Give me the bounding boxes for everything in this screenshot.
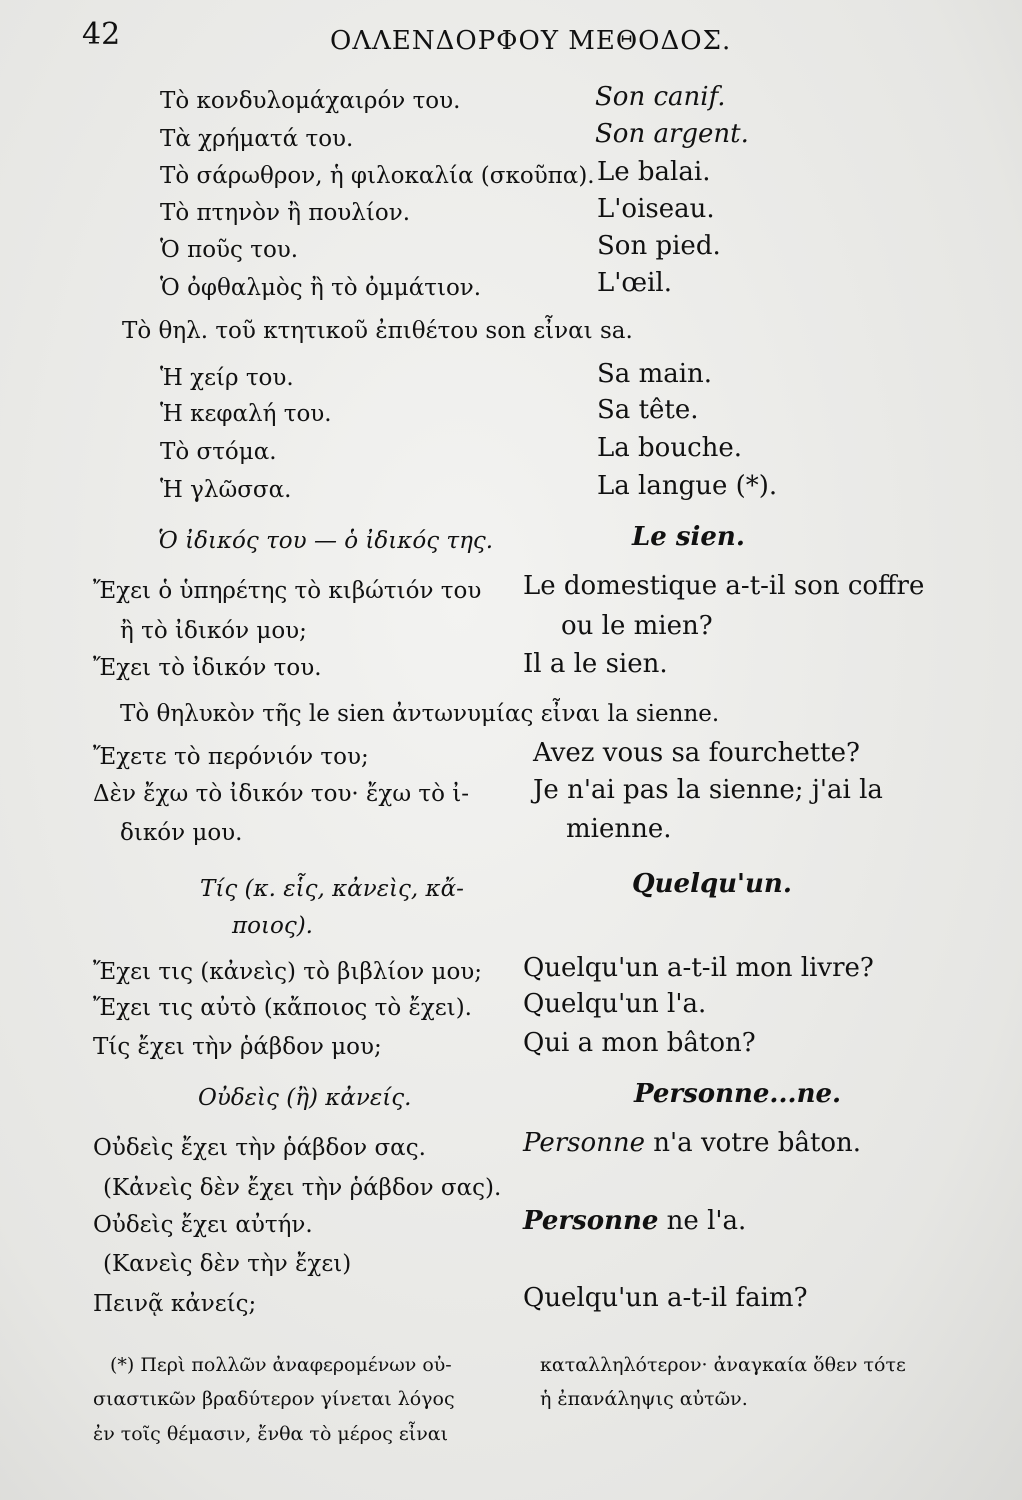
greek-line: Ἔχει τις αὐτὸ (κἄποιος τὸ ἔχει). bbox=[93, 995, 472, 1021]
greek-line: Ἡ γλῶσσα. bbox=[160, 477, 292, 503]
greek-line: Τὸ κονδυλομάχαιρόν του. bbox=[160, 88, 461, 114]
french-line: Quelqu'un a-t-il mon livre? bbox=[523, 953, 874, 983]
greek-line: Τὸ στόμα. bbox=[160, 439, 277, 465]
french-line: L'oiseau. bbox=[597, 194, 715, 224]
french-line: L'œil. bbox=[597, 268, 673, 298]
greek-line: Οὐδεὶς ἔχει αὐτήν. bbox=[93, 1212, 313, 1238]
grammar-rule: Τὸ θηλυκὸν τῆς le sien ἀντωνυμίας εἶναι la sienne. bbox=[120, 701, 720, 727]
greek-line: Τὸ σάρωθρον, ἡ φιλοκαλία (σκοῦπα). bbox=[160, 163, 595, 189]
section-heading-french: Quelqu'un. bbox=[632, 869, 792, 899]
french-line: La bouche. bbox=[597, 433, 743, 463]
footnote-line: καταλληλότερον· ἀναγκαία ὅθεν τότε bbox=[540, 1354, 906, 1376]
grammar-rule: Τὸ θηλ. τοῦ κτητικοῦ ἐπιθέτου son εἶναι sa. bbox=[122, 318, 633, 344]
greek-line: ἢ τὸ ἰδικόν μου; bbox=[120, 618, 307, 644]
greek-line: Οὐδεὶς ἔχει τὴν ῥάβδον σας. bbox=[93, 1135, 426, 1161]
french-rest: ne l'a. bbox=[658, 1206, 747, 1236]
french-line: Je n'ai pas la sienne; j'ai la bbox=[533, 775, 883, 805]
french-line: La langue (*). bbox=[597, 471, 778, 501]
running-title: ΟΛΛΕΝΔΟΡΦΟΥ ΜΕΘΟΔΟΣ. bbox=[330, 26, 732, 56]
greek-line: Ὁ ὀφθαλμὸς ἢ τὸ ὀμμάτιον. bbox=[160, 275, 482, 301]
greek-line: Πεινᾷ κἀνείς; bbox=[93, 1291, 257, 1317]
french-line: ou le mien? bbox=[561, 611, 713, 641]
greek-line: Τίς ἔχει τὴν ῥάβδον μου; bbox=[93, 1034, 382, 1060]
greek-line: Τὸ πτηνὸν ἢ πουλίον. bbox=[160, 200, 411, 226]
french-line: Il a le sien. bbox=[523, 649, 668, 679]
french-line: Le balai. bbox=[597, 157, 711, 187]
section-heading-french: Personne...ne. bbox=[634, 1079, 842, 1109]
french-line: Son pied. bbox=[597, 231, 721, 261]
french-line: Son canif. bbox=[595, 82, 726, 112]
french-line: Quelqu'un a-t-il faim? bbox=[523, 1283, 808, 1313]
french-line: Avez vous sa fourchette? bbox=[533, 738, 860, 768]
french-line: Sa tête. bbox=[597, 395, 699, 425]
section-heading-french: Le sien. bbox=[632, 522, 745, 552]
greek-line: Ὁ ποῦς του. bbox=[160, 237, 299, 263]
footnote-line: (*) Περὶ πολλῶν ἀναφερομένων οὐ- bbox=[110, 1354, 452, 1376]
greek-line: δικόν μου. bbox=[120, 820, 243, 846]
footnote-line: σιαστικῶν βραδύτερον γίνεται λόγος bbox=[93, 1388, 455, 1410]
french-emphasis: Personne bbox=[523, 1128, 646, 1158]
section-heading: Οὐδεὶς (ἢ) κἀνείς. bbox=[198, 1085, 412, 1111]
french-line bbox=[523, 1130, 861, 1156]
french-line: Le domestique a-t-il son coffre bbox=[523, 571, 925, 601]
greek-line: Ἔχει τις (κἀνεὶς) τὸ βιβλίον μου; bbox=[93, 959, 483, 985]
footnote-line: ἡ ἐπανάληψις αὐτῶν. bbox=[540, 1388, 748, 1410]
section-heading: ποιος). bbox=[232, 913, 313, 939]
french-line: Qui a mon bâton? bbox=[523, 1028, 756, 1058]
french-emphasis: Personne bbox=[523, 1206, 659, 1236]
greek-line: (Κανεὶς δὲν τὴν ἔχει) bbox=[103, 1251, 352, 1277]
french-line: Quelqu'un l'a. bbox=[523, 989, 707, 1019]
greek-line: Ἔχετε τὸ περόνιόν του; bbox=[93, 744, 369, 770]
greek-line: Ἔχει τὸ ἰδικόν του. bbox=[93, 655, 322, 681]
greek-line: Δὲν ἔχω τὸ ἰδικόν του· ἔχω τὸ ἰ- bbox=[93, 781, 470, 807]
greek-line: (Κἀνεὶς δὲν ἔχει τὴν ῥάβδον σας). bbox=[103, 1175, 502, 1201]
section-heading: Ὁ ἰδικός του — ὁ ἰδικός της. bbox=[158, 528, 494, 554]
page-number: 42 bbox=[82, 17, 121, 52]
greek-line: Ἔχει ὁ ὑπηρέτης τὸ κιβώτιόν του bbox=[93, 578, 482, 604]
french-line: Son argent. bbox=[595, 119, 749, 149]
section-heading: Τίς (κ. εἷς, κἀνεὶς, κἄ- bbox=[200, 876, 464, 902]
greek-line: Ἡ κεφαλή του. bbox=[160, 401, 332, 427]
french-line bbox=[523, 1208, 746, 1234]
greek-line: Τὰ χρήματά του. bbox=[160, 126, 354, 152]
french-line: Sa main. bbox=[597, 359, 713, 389]
french-rest: n'a votre bâton. bbox=[645, 1128, 862, 1158]
french-line: mienne. bbox=[566, 814, 672, 844]
greek-line: Ἡ χείρ του. bbox=[160, 365, 294, 391]
footnote-line: ἐν τοῖς θέμασιν, ἔνθα τὸ μέρος εἶναι bbox=[93, 1423, 449, 1445]
